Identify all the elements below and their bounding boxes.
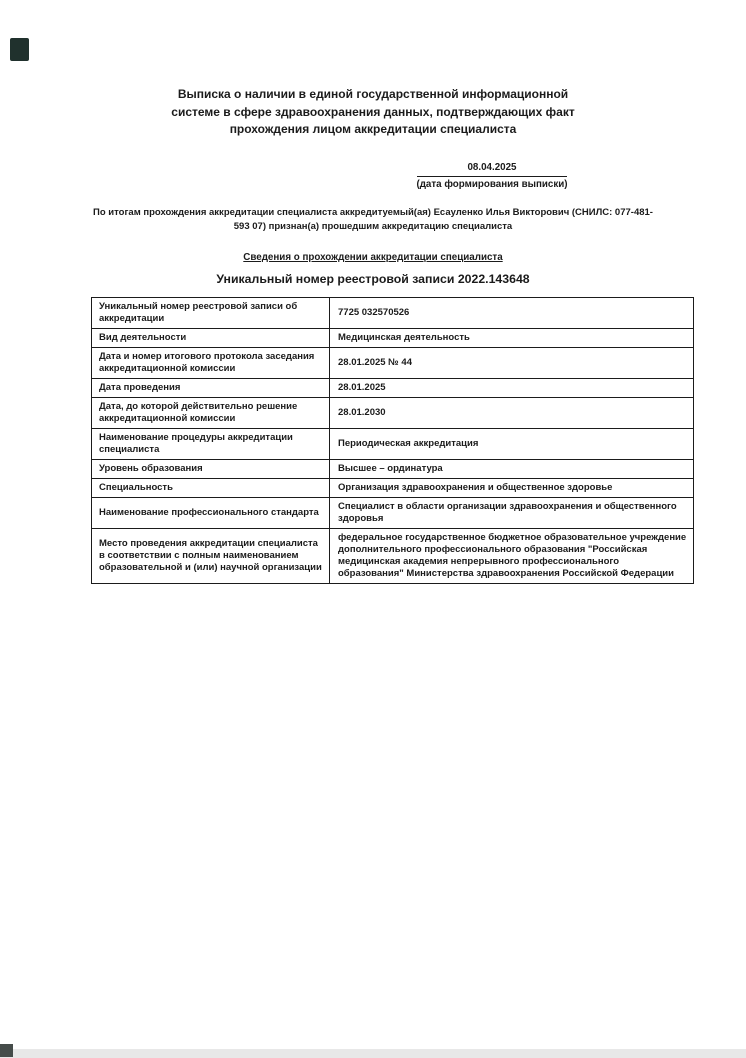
title-line-3: прохождения лицом аккредитации специалиста [229,122,517,137]
registry-number-heading: Уникальный номер реестровой записи 2022.143648 [216,272,530,286]
row-label: Специальность [92,479,330,498]
document-title [0,86,746,139]
issue-date-caption: (дата формирования выписки) [416,179,568,190]
row-label: Вид деятельности [92,329,330,348]
row-value: 28.01.2025 [330,379,694,398]
bottom-scroll-bar [0,1049,746,1058]
section-heading: Сведения о прохождении аккредитации специалиста [243,252,503,263]
row-value: федеральное государственное бюджетное образовательное учреждение дополнительного профессионального образования "Российская медицинская академия непрерывного профессионального образования" Министерства здравоохранения Российской Федерации [330,529,694,584]
table-row [92,429,694,460]
top-left-marker [10,38,29,61]
table-row [92,479,694,498]
title-line-1: Выписка о наличии в единой государственной информационной [177,87,569,101]
table-row [92,529,694,584]
table-row [92,379,694,398]
table-row [92,498,694,529]
intro-paragraph [0,206,746,233]
row-value: Организация здравоохранения и общественное здоровье [330,479,694,498]
title-line-2: системе в сфере здравоохранения данных, подтверждающих факт [171,104,575,119]
row-label: Наименование профессионального стандарта [92,498,330,529]
row-value: Медицинская деятельность [330,329,694,348]
row-label: Место проведения аккредитации специалиста в соответствии с полным наименованием образовательной и (или) научной организации [92,529,330,584]
row-label: Уникальный номер реестровой записи об аккредитации [92,298,330,329]
issue-date-block [412,162,572,191]
table-row [92,398,694,429]
table-row [92,329,694,348]
row-label: Дата проведения [92,379,330,398]
row-value: Периодическая аккредитация [330,429,694,460]
row-label: Уровень образования [92,460,330,479]
intro-line-1: По итогам прохождения аккредитации специалиста аккредитуемый(ая) Есауленко Илья Викторович (СНИЛС: 077-481- [93,207,653,218]
row-value: 7725 032570526 [330,298,694,329]
accreditation-table [91,297,694,584]
row-label: Наименование процедуры аккредитации специалиста [92,429,330,460]
bottom-left-marker [0,1044,13,1057]
row-value: 28.01.2025 № 44 [330,348,694,379]
table-row [92,460,694,479]
table-row [92,298,694,329]
row-label: Дата, до которой действительно решение аккредитационной комиссии [92,398,330,429]
row-label: Дата и номер итогового протокола заседания аккредитационной комиссии [92,348,330,379]
intro-line-2: 593 07) признан(а) прошедшим аккредитацию специалиста [233,220,513,232]
row-value: Специалист в области организации здравоохранения и общественного здоровья [330,498,694,529]
row-value: 28.01.2030 [330,398,694,429]
row-value: Высшее – ординатура [330,460,694,479]
accreditation-table-body [92,298,694,584]
table-row [92,348,694,379]
issue-date-value: 08.04.2025 [417,162,567,177]
